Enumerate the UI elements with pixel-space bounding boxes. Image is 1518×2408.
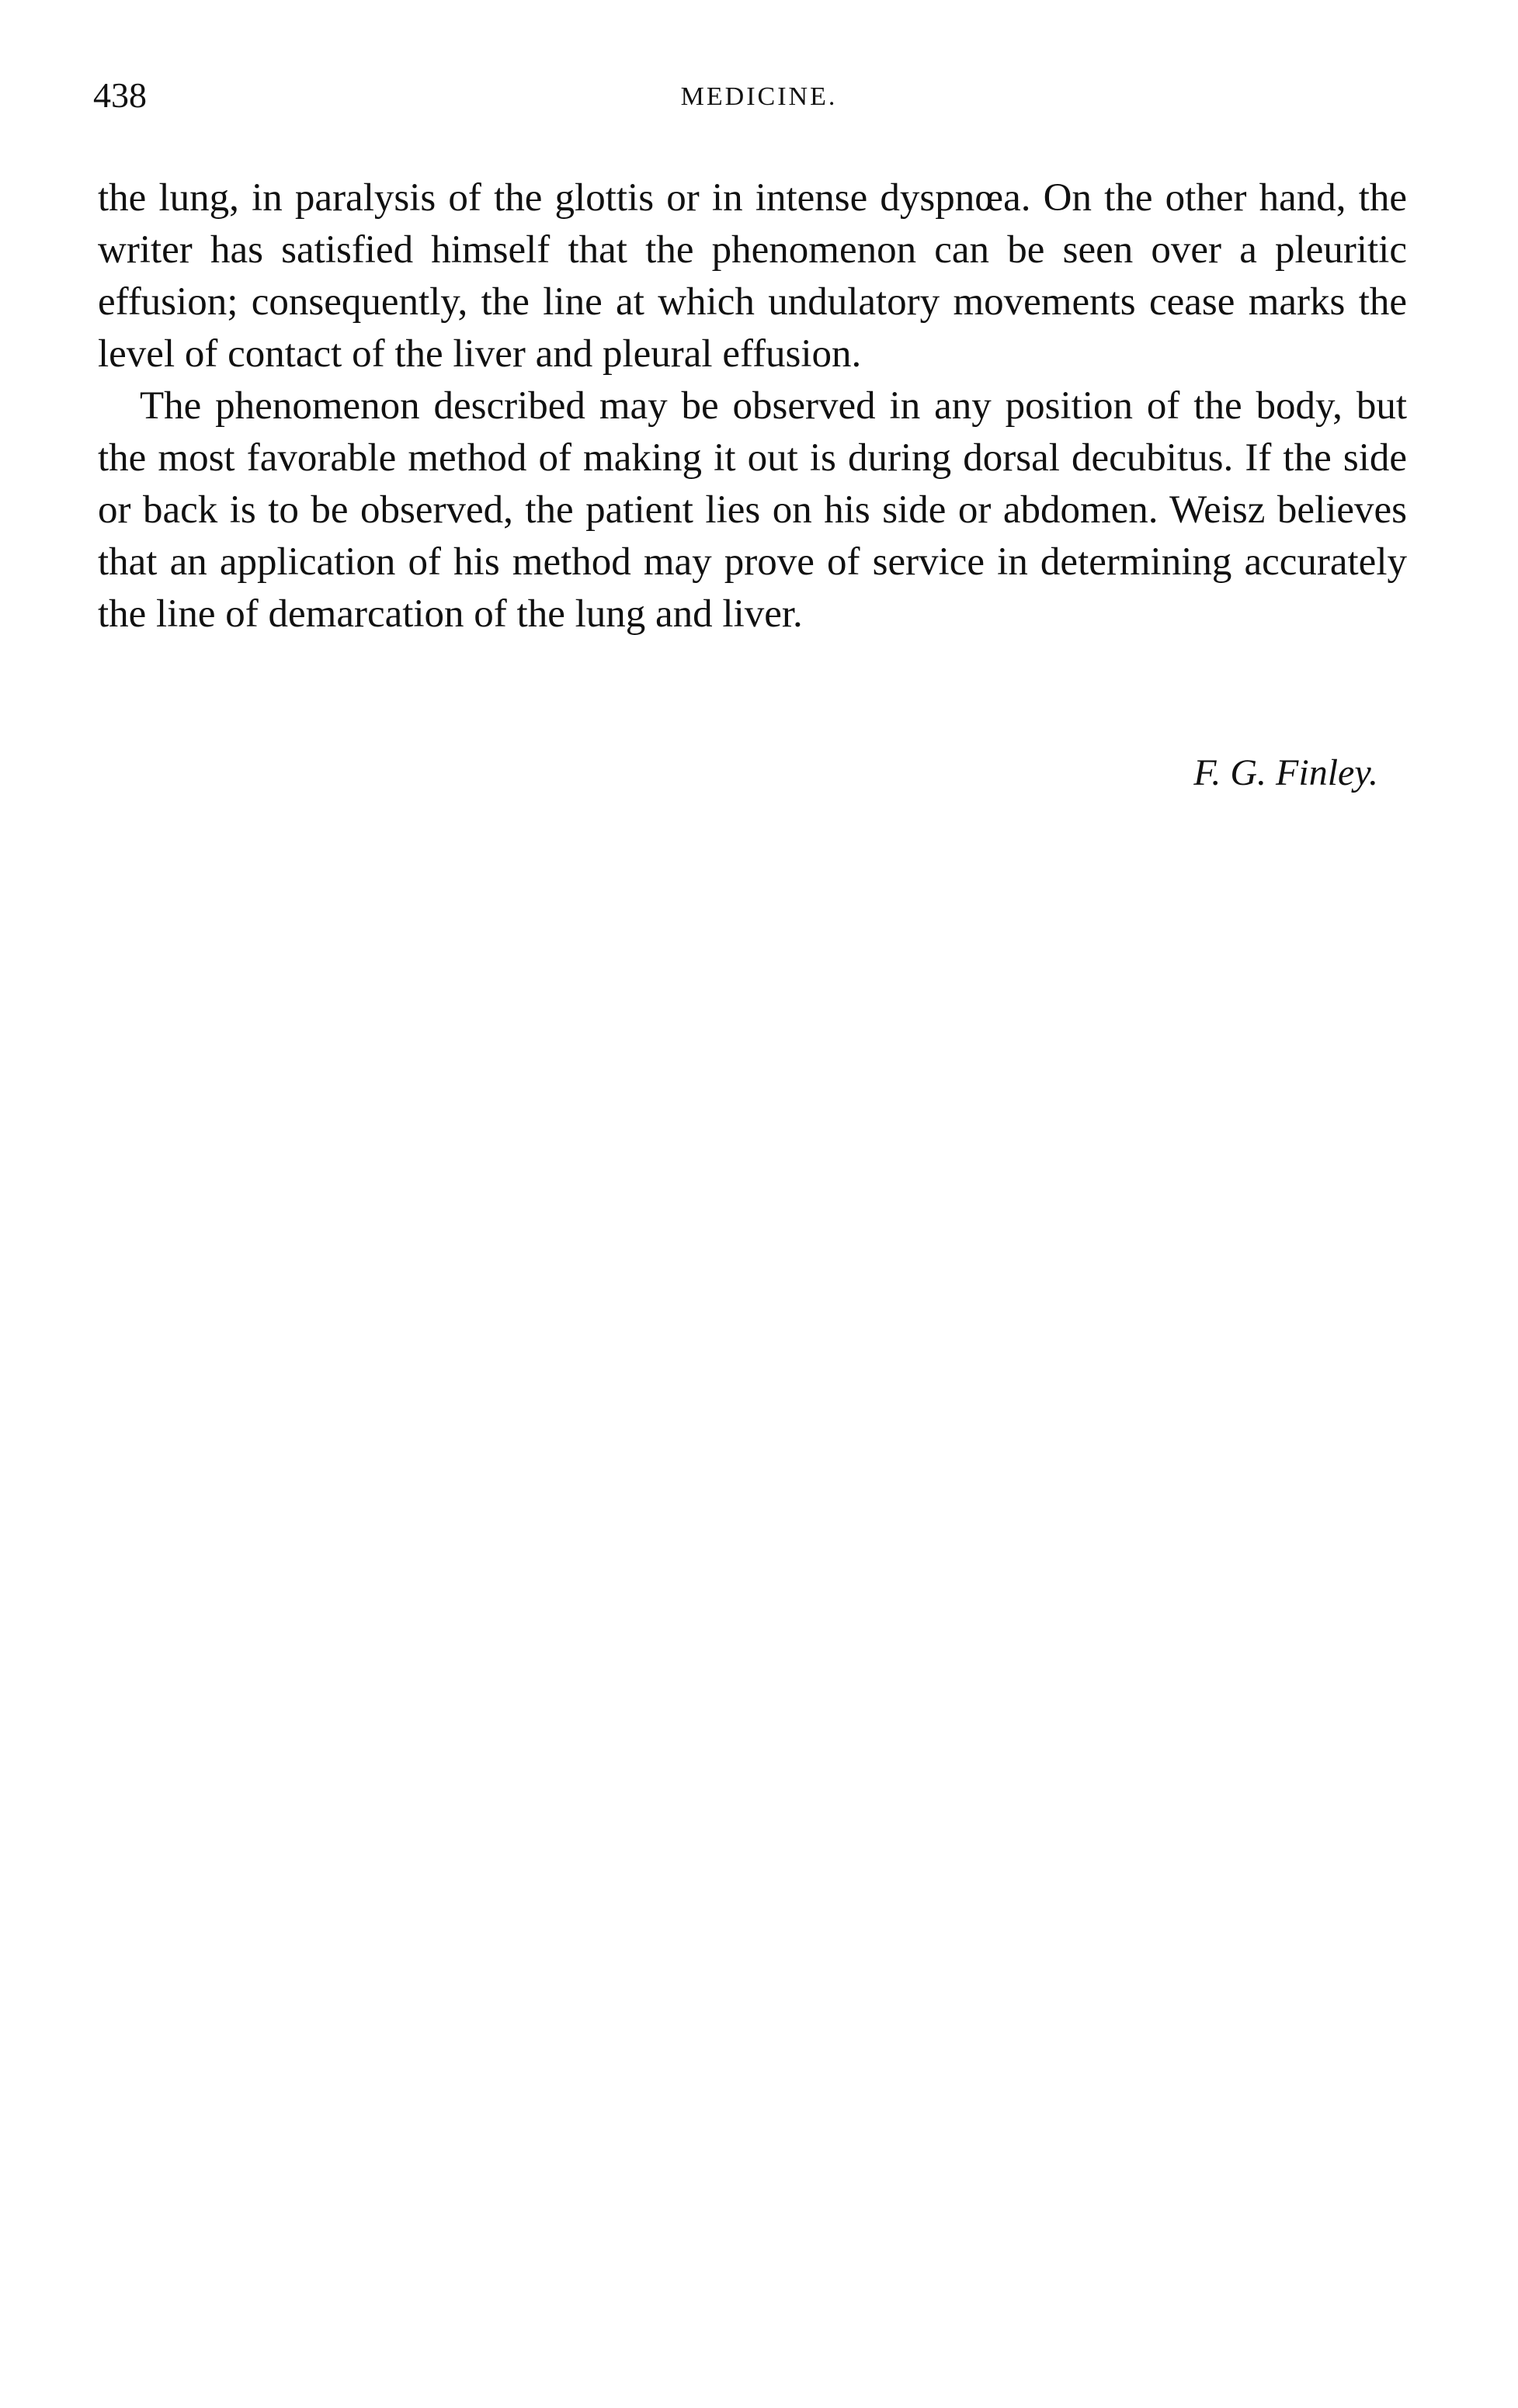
author-signature: F. G. Finley. xyxy=(1193,752,1378,793)
paragraph: The phenomenon described may be observed in any position of the body, but the most favorable method of making it out is during dorsal decubitus. If the side or back is to be observed, the patient lies on his side or abdomen. Weisz believes that an application of his method may prove of service in determining accurately the line of demarcation of the lung and liver. xyxy=(98,384,1407,636)
page-number: 438 xyxy=(93,75,147,115)
paragraph-continued: the lung, in paralysis of the glottis or in intense dyspnœa. On the other hand, the writer has satisfied himself that the phenomenon can be seen over a pleuritic effusion; consequently, the line at which undulatory movements cease marks the level of contact of the liver and pleural effusion. xyxy=(98,176,1407,376)
body-text xyxy=(98,172,1407,640)
running-title: MEDICINE. xyxy=(680,82,838,111)
